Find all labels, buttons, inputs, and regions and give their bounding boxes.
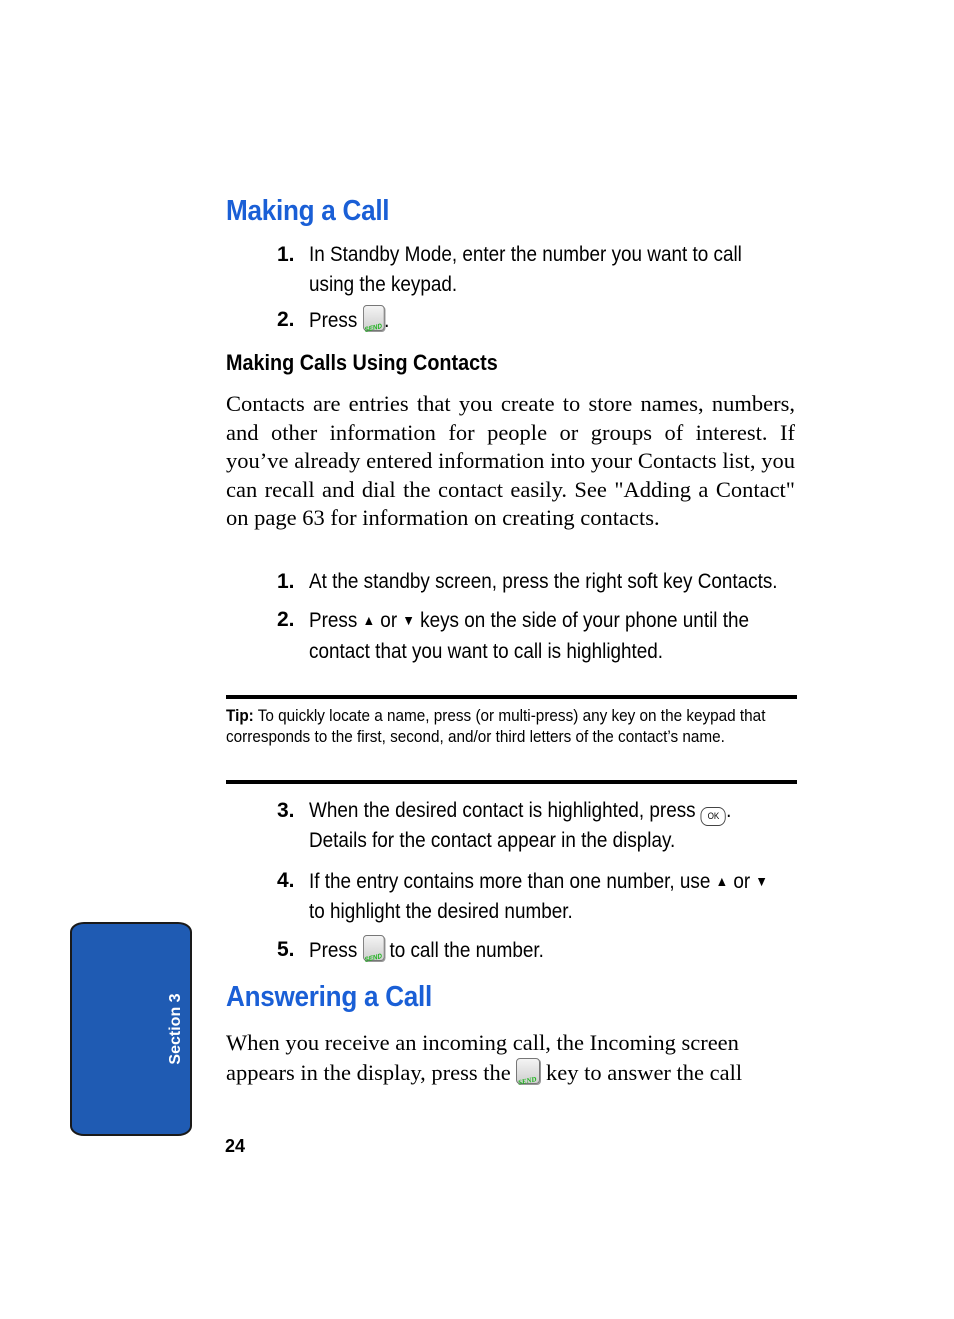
section-title-making-a-call: Making a Call (226, 195, 390, 227)
subsection-title-contacts: Making Calls Using Contacts (226, 350, 498, 375)
step-2-press-send: 2. Press SEND . (277, 305, 807, 335)
send-key-icon: SEND (363, 935, 385, 961)
step-number: 1. (277, 243, 295, 266)
contacts-step-1 (277, 567, 807, 597)
answering-paragraph: When you receive an incoming call, the Incoming screen appears in the display, press the SEND key to answer the call (226, 1030, 743, 1087)
step-number: 2. (277, 608, 295, 631)
tip-bottom-rule (226, 780, 797, 784)
up-arrow-icon: ▲ (362, 612, 376, 628)
tip-text: To quickly locate a name, press (or multi-press) any key on the keypad that corresponds to the first, second, and/or third letters of the contact’s name. (226, 706, 766, 746)
up-arrow-icon: ▲ (715, 873, 729, 889)
step-number: 4. (277, 869, 295, 892)
contacts-step-2: 2. Press ▲ or ▼ keys on the side of your phone until the contact that you want to call is highlighted. (277, 605, 807, 667)
step-number: 5. (277, 938, 295, 961)
contacts-paragraph: Contacts are entries that you create to store names, numbers, and other information for people or groups of interest. If you’ve already entered information into your Contacts list, you can recall and dial the contact easily. See "Adding a Contact" on page 63 for information on creating contacts. (226, 391, 795, 530)
ok-key-icon: OK (701, 807, 726, 826)
step-5-call-number: 5. Press SEND to call the number. (277, 935, 807, 965)
page-number: 24 (225, 1136, 246, 1156)
down-arrow-icon: ▼ (755, 873, 768, 889)
step-number: 3. (277, 799, 295, 822)
step-3-press-ok: 3. When the desired contact is highlighted, press OK . Details for the contact appear in the display. (277, 796, 807, 858)
tip-note (226, 705, 797, 747)
step-text-line1: In Standby Mode, enter the number you want to call (309, 243, 742, 266)
step-4-highlight-number: 4. If the entry contains more than one number, use ▲ or ▼ to highlight the desired number. (277, 866, 807, 928)
send-key-icon: SEND (363, 305, 385, 331)
send-key-icon: SEND (516, 1058, 540, 1084)
section-tab-label: Section 3 (167, 993, 184, 1065)
step-number: 1. (277, 570, 295, 593)
tip-top-rule (226, 695, 797, 699)
step-number: 2. (277, 308, 295, 331)
section-title-answering-a-call: Answering a Call (226, 981, 432, 1013)
step-text: At the standby screen, press the right soft key Contacts. (309, 570, 778, 593)
step-text: Press (309, 309, 358, 332)
down-arrow-icon: ▼ (402, 612, 415, 628)
step-text-line2: using the keypad. (309, 273, 458, 296)
tip-label: Tip: (226, 706, 254, 725)
step-1-standby (277, 240, 807, 300)
